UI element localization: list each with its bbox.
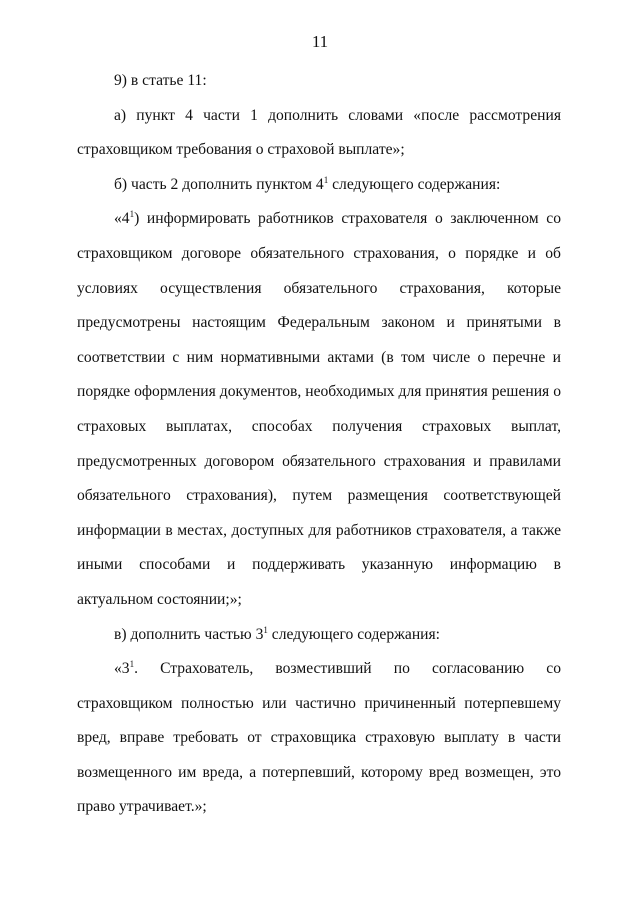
paragraph-subitem-a <box>77 99 561 168</box>
paragraph-text: следующего содержания: <box>328 175 501 193</box>
paragraph-text: «3 <box>114 660 130 678</box>
paragraph-text: «4 <box>114 210 130 228</box>
paragraph-text: ) информировать работников страхователя о заключенном со страховщиком договоре обязательного страхования, о порядке и об условиях осуществления обязательного страхования, которые предусмотрены настоящим Федеральным законом и принятыми в соответствии с ним нормативными актами (в том числе о перечне и порядке оформления документов, необходимых для принятия решения о страховых выплатах, способах получения страховых выплат, предусмотренных договором обязательного страхования и правилами обязательного страхования), путем размещения соответствующей информации в местах, доступных для работников страхователя, а также иными способами и поддерживать указанную информацию в актуальном состоянии;»; <box>77 210 561 608</box>
paragraph-text: 9) в статье 11: <box>114 72 207 89</box>
superscript: 1 <box>129 209 135 220</box>
superscript: 1 <box>323 174 329 185</box>
paragraph-text: . Страхователь, возместивший по согласованию со страховщиком полностью или частично причиненный потерпевшему вред, вправе требовать от страховщика страховую выплату в части возмещенного им вреда, а потерпевший, которому вред возмещен, это право утрачивает.»; <box>77 660 561 816</box>
paragraph-subitem-b <box>77 168 561 203</box>
superscript: 1 <box>129 659 135 670</box>
page-number: 11 <box>311 32 329 51</box>
paragraph-text: в) дополнить частью 3 <box>114 625 264 643</box>
paragraph-item-9 <box>77 64 561 99</box>
paragraph-subitem-v <box>77 618 561 653</box>
paragraph-clause-4-1 <box>77 202 561 617</box>
superscript: 1 <box>263 624 268 635</box>
document-body <box>77 64 561 825</box>
paragraph-text: б) часть 2 дополнить пунктом 4 <box>114 175 324 193</box>
paragraph-text: а) пункт 4 части 1 дополнить словами «после рассмотрения страховщиком требования о страховой выплате»; <box>77 106 561 159</box>
paragraph-clause-3-1 <box>77 652 561 825</box>
paragraph-text: следующего содержания: <box>267 625 441 643</box>
